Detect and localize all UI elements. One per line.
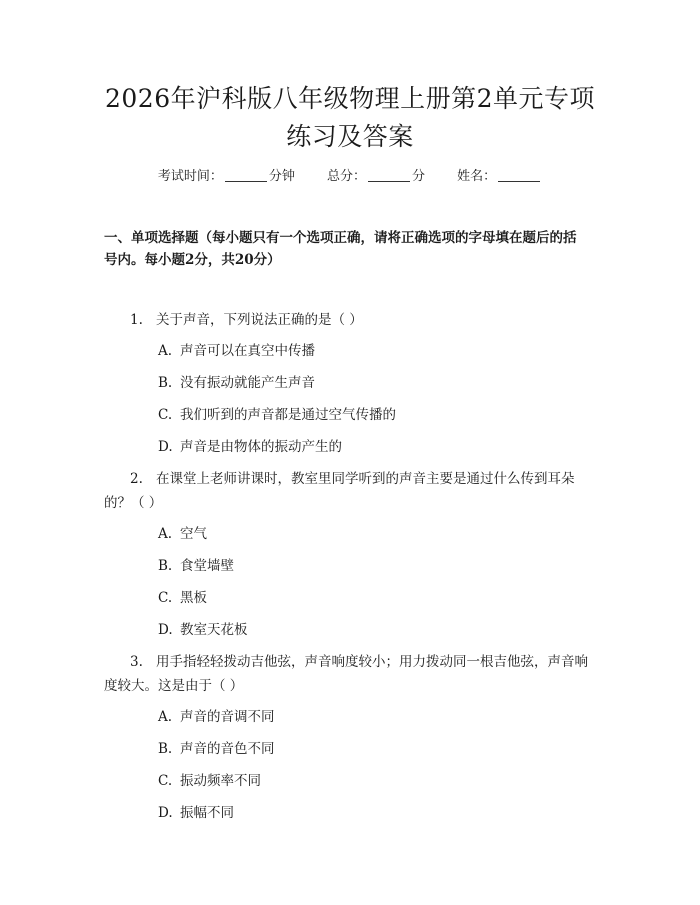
option-label: C. xyxy=(158,407,173,423)
option-text: 声音的音色不同 xyxy=(180,741,275,757)
option-text: 食堂墙壁 xyxy=(180,558,234,574)
total-score-unit: 分 xyxy=(412,169,426,184)
option-label: D. xyxy=(158,805,173,821)
section-heading-line-2: 号内。每小题2分，共20分） xyxy=(104,252,281,268)
exam-time-field xyxy=(158,167,295,187)
question-text: 关于声音，下列说法正确的是（ ） xyxy=(156,312,363,328)
exam-time-unit: 分钟 xyxy=(268,169,295,184)
exam-time-blank xyxy=(225,167,267,182)
question-2-option-d xyxy=(158,620,248,640)
option-text: 空气 xyxy=(180,526,207,542)
question-1-option-c xyxy=(158,405,396,425)
question-2-option-b xyxy=(158,556,234,576)
exam-time-label: 考试时间： xyxy=(157,169,223,184)
question-1-option-b xyxy=(158,373,315,393)
student-name-label: 姓名： xyxy=(457,169,497,184)
question-number: 1. xyxy=(130,312,143,328)
option-label: D. xyxy=(158,622,173,638)
option-text: 声音是由物体的振动产生的 xyxy=(180,439,342,455)
question-1 xyxy=(130,310,363,330)
option-text: 振幅不同 xyxy=(180,805,234,821)
option-text: 教室天花板 xyxy=(180,622,248,638)
option-label: C. xyxy=(158,590,173,606)
question-3-continuation: 度较大。这是由于（ ） xyxy=(104,678,244,694)
question-text: 用手指轻轻拨动吉他弦，声音响度较小；用力拨动同一根吉他弦，声音响 xyxy=(156,654,588,670)
option-label: A. xyxy=(158,709,173,725)
section-heading-line-1: 一、单项选择题（每小题只有一个选项正确，请将正确选项的字母填在题后的括 xyxy=(104,230,577,246)
question-2-continuation: 的？（ ） xyxy=(104,495,163,511)
question-2-option-a xyxy=(158,524,207,544)
question-2-option-c xyxy=(158,588,207,608)
option-label: B. xyxy=(158,558,173,574)
total-score-field xyxy=(327,167,425,187)
option-text: 声音可以在真空中传播 xyxy=(180,343,315,359)
question-3-option-b xyxy=(158,739,275,759)
option-text: 我们听到的声音都是通过空气传播的 xyxy=(180,407,396,423)
option-text: 黑板 xyxy=(180,590,207,606)
question-3 xyxy=(130,652,588,672)
question-text: 在课堂上老师讲课时，教室里同学听到的声音主要是通过什么传到耳朵 xyxy=(156,471,575,487)
question-3-option-c xyxy=(158,771,261,791)
question-3-option-a xyxy=(158,707,275,727)
question-1-option-a xyxy=(158,341,315,361)
document-title-line-1: 2026年沪科版八年级物理上册第2单元专项 xyxy=(104,84,596,113)
option-label: B. xyxy=(158,375,173,391)
option-label: B. xyxy=(158,741,173,757)
question-number: 3. xyxy=(130,654,143,670)
student-name-field xyxy=(457,167,542,187)
option-text: 没有振动就能产生声音 xyxy=(180,375,315,391)
total-score-label: 总分： xyxy=(326,169,366,184)
option-text: 振动频率不同 xyxy=(180,773,261,789)
student-name-blank xyxy=(498,167,540,182)
exam-info-row xyxy=(0,167,700,187)
question-2 xyxy=(130,469,575,489)
option-label: A. xyxy=(158,526,173,542)
option-label: D. xyxy=(158,439,173,455)
option-text: 声音的音调不同 xyxy=(180,709,275,725)
total-score-blank xyxy=(368,167,410,182)
option-label: A. xyxy=(158,343,173,359)
question-1-option-d xyxy=(158,437,342,457)
question-number: 2. xyxy=(130,471,143,487)
document-title-line-2: 练习及答案 xyxy=(286,122,414,151)
option-label: C. xyxy=(158,773,173,789)
question-3-option-d xyxy=(158,803,234,823)
